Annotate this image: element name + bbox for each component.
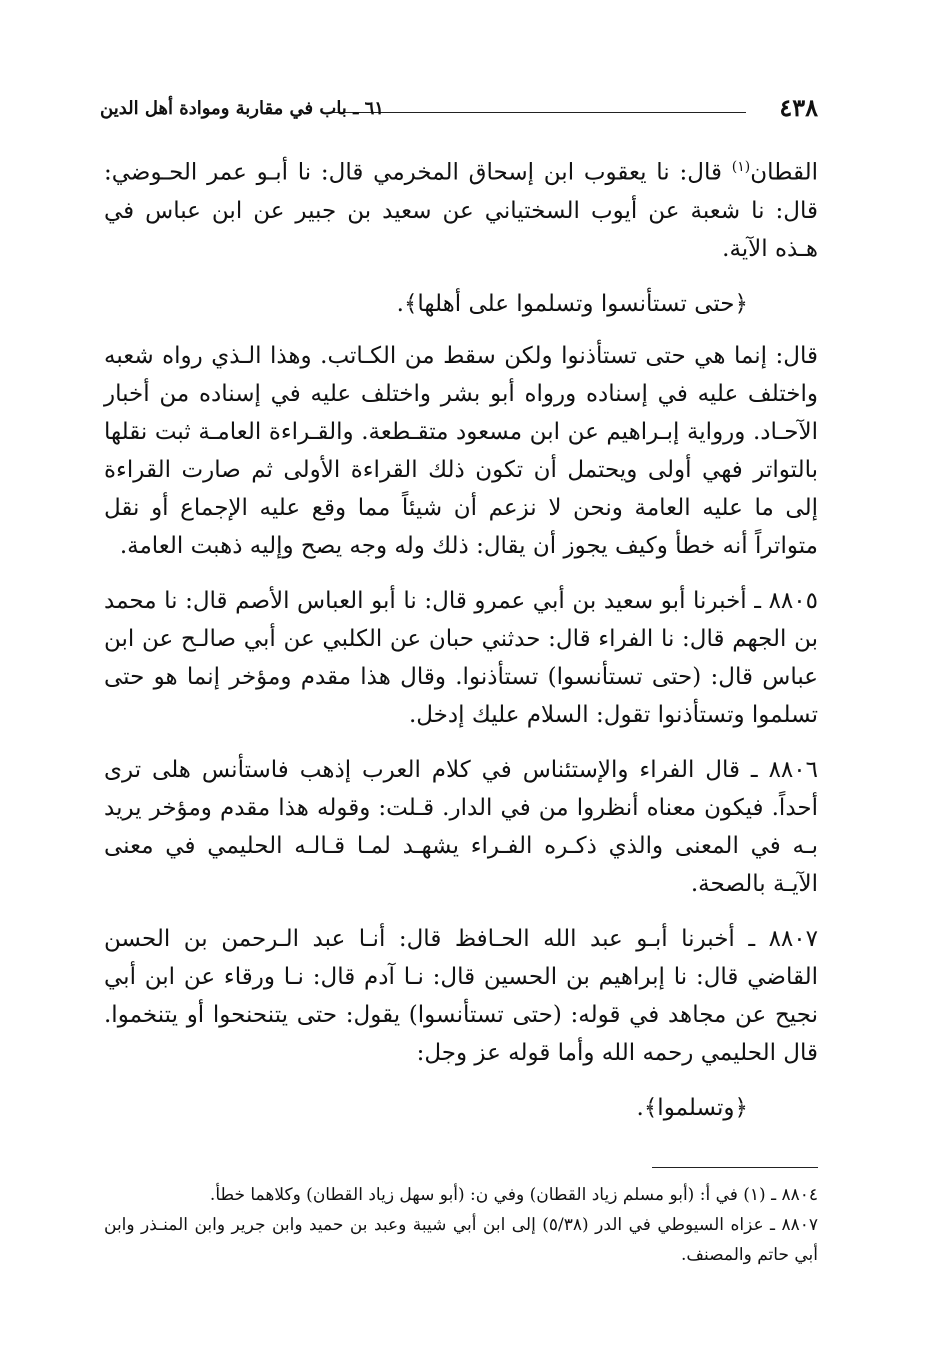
paragraph-1-rest: قال: نا يعقوب ابن إسحاق المخرمي قال: نا أبـو عمر الحـوضي: قال: نا شعبة عن أيوب السختياني عن سعيد بن جبير عن ابن عباس في هـذه الآية. [104,159,818,262]
paragraph-hadith-8807: ٨٨٠٧ ـ أخبرنا أبـو عبد الله الحـافظ قال: أنـا عبد الـرحمن بن الحسن القاضي قال: نا إبراهيم بن الحسين قال: نـا آدم قال: نـا ورقاء عن ابن أبي نجيح عن مجاهد في قوله: (حتى تستأنسوا) يقول: حتى يتنحنحوا أو يتنخموا. قال الحليمي رحمه الله وأما قوله عز وجل: [104,925,818,1066]
quran-verse-2: ﴿وتسلموا﴾. [636,1094,748,1121]
paragraph-2: قال: إنما هي حتى تستأذنوا ولكن سقط من الكـاتب. وهذا الـذي رواه شعبه واختلف عليه في إسناده ورواه أبو بشر واختلف عليه في إسناده من أخبار الآحـاد. ورواية إبـراهيم عن ابن مسعود متقـطعة. والقـراءة العامـة ثبت نقلها بالتواتر فهي أولى ويحتمل أن تكون ذلك القراءة الأولى ثم صارت القراءة إلى ما عليه العامة ونحن لا نزعم أن شيئاً مما وقع عليه الإجماع أو نقل متواتراً أنه خطأ وكيف يجوز أن يقال: ذلك وله وجه يصح وإليه ذهبت العامة. [104,342,818,559]
footnote-rule [652,1167,818,1168]
main-text [104,148,818,1141]
quran-verse-1: ﴿حتى تستأنسوا وتسلموا على أهلها﴾. [396,290,748,317]
footnote-8807: ٨٨٠٧ ـ عزاه السيوطي في الدر (٥/٣٨) إلى ابن أبي شيبة وعبد بن حميد وابن جرير وابن المنـذر وابن أبي حاتم والمصنف. [104,1215,818,1265]
header-rule [332,112,746,113]
footnote-reference: (١) [731,159,751,175]
footnotes [104,1180,818,1270]
footnote-8804: ٨٨٠٤ ـ (١) في أ: (أبو مسلم زياد القطان) وفي ن: (أبو سهل زياد القطان) وكلاهما خطأ. [209,1185,818,1205]
page-number: ٤٣٨ [779,93,818,122]
paragraph-hadith-8805: ٨٨٠٥ ـ أخبرنا أبو سعيد بن أبي عمرو قال: نا أبو العباس الأصم قال: نا محمد بن الجهم قال: نا الفراء قال: حدثني حبان عن الكلبي عن أبي صالـح عن ابن عباس قال: (حتى تستأنسوا) تستأذنوا. وقال هذا مقدم ومؤخر إنما هو حتى تسلموا وتستأذنوا تقول: السلام عليك إدخل. [104,587,818,728]
paragraph-1 [104,148,818,268]
paragraph-hadith-8806: ٨٨٠٦ ـ قال الفراء والإستئناس في كلام العرب إذهب فاستأنس هلى ترى أحداً. فيكون معناه أنظروا من في الدار. قـلت: وقوله هذا مقدم ومؤخر يريد بـه في المعنى والذي ذكـره الفـراء يشهـد لمـا قـالـه الحليمي في معنى الآيـة بالصحة. [104,756,818,897]
paragraph-1-start: القطان [750,159,818,186]
page-header [100,92,818,128]
running-title: ٦١ ـ باب في مقاربة وموادة أهل الدين [100,98,384,119]
